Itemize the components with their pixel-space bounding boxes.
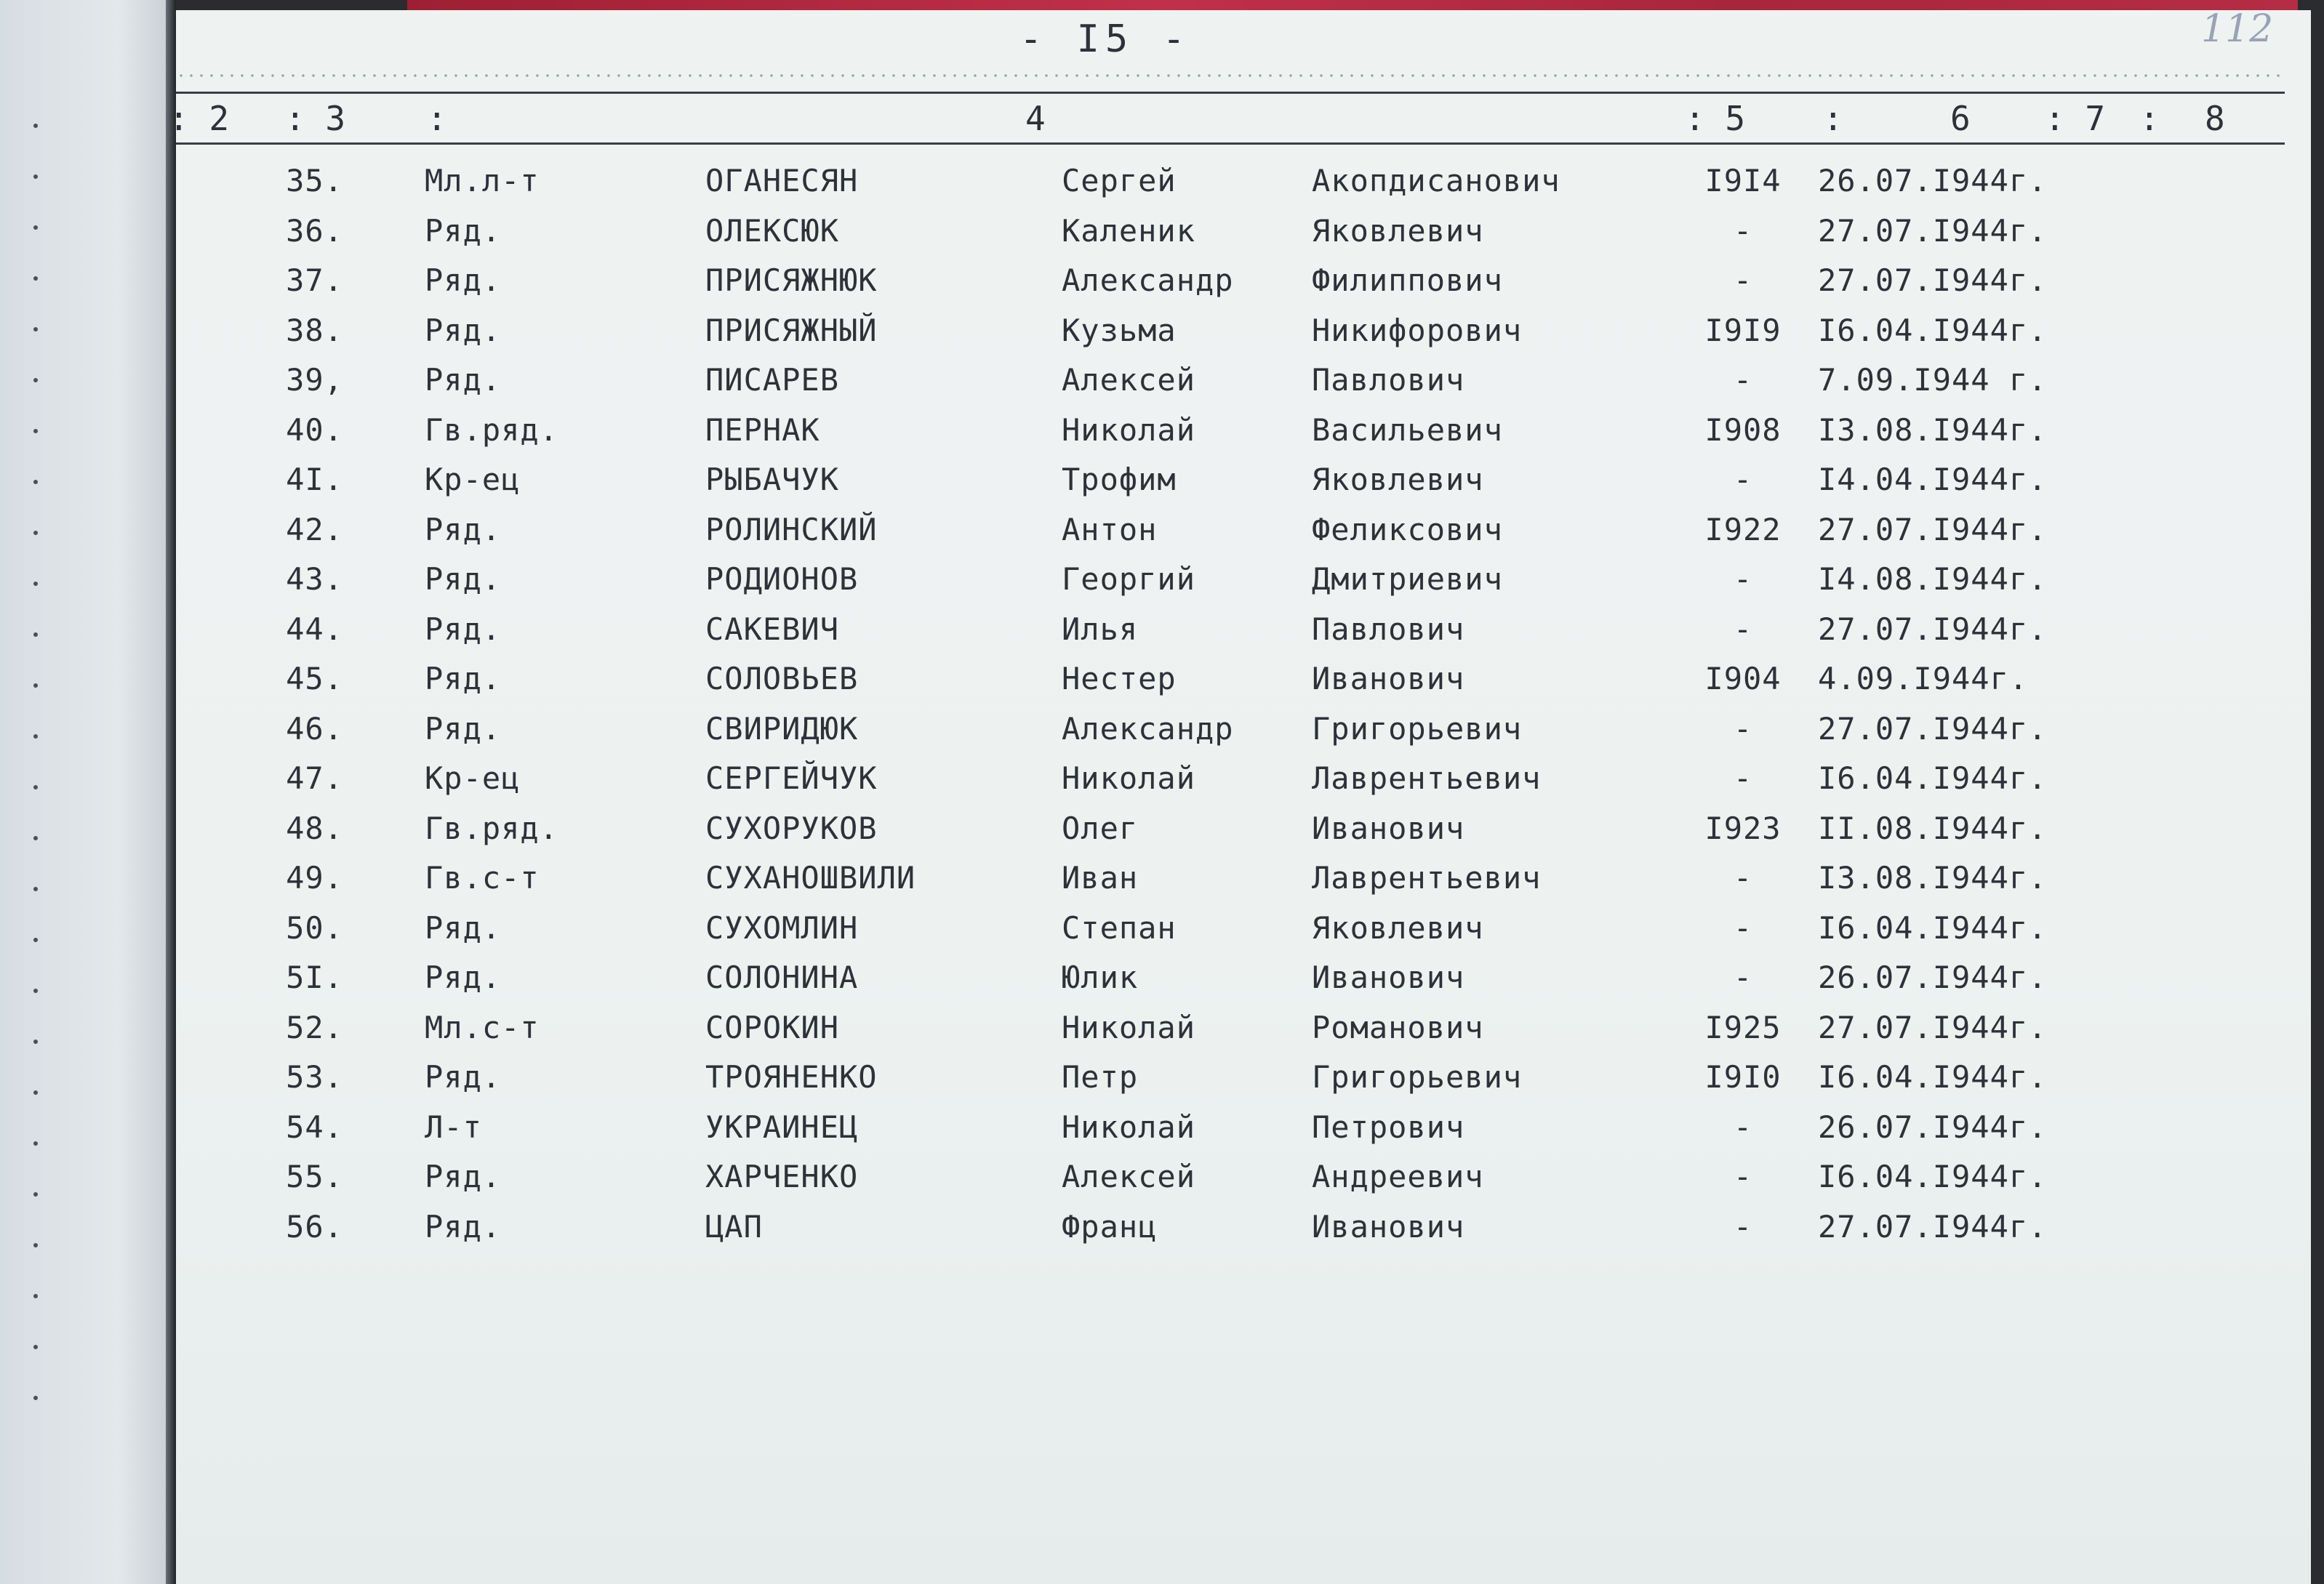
cell-name: Алексей	[1062, 1159, 1196, 1194]
cell-date: I3.08.I944г.	[1818, 411, 2048, 448]
cell-patronymic: Романович	[1312, 1009, 1484, 1045]
left-page-mark	[33, 734, 38, 739]
cell-surname: СУХОРУКОВ	[705, 810, 878, 846]
cell-rank: Ряд.	[425, 710, 502, 747]
cell-name: Антон	[1062, 511, 1158, 547]
cell-rank: Гв.с-т	[425, 860, 540, 896]
cell-rank: Ряд.	[425, 362, 502, 398]
cell-surname: РЫБАЧУК	[705, 462, 840, 497]
cell-name: Петр	[1062, 1059, 1139, 1095]
left-page-mark	[33, 1345, 38, 1349]
cell-rank: Гв.ряд.	[425, 810, 559, 846]
cell-date: II.08.I944г.	[1818, 810, 2048, 846]
cell-date: 26.07.I944г.	[1818, 163, 2048, 198]
cell-rank: Гв.ряд.	[425, 411, 559, 448]
column-head-sep: :	[2139, 99, 2160, 138]
register-page	[169, 7, 2311, 1584]
cell-no: 54.	[286, 1109, 343, 1145]
cell-date: 26.07.I944г.	[1818, 1109, 2048, 1145]
left-page-mark	[33, 1141, 38, 1146]
cell-surname: СУХАНОШВИЛИ	[705, 860, 916, 896]
left-page-mark	[33, 887, 38, 891]
cell-rank: Ряд.	[425, 262, 502, 298]
left-page-mark	[33, 785, 38, 789]
cell-rank: Ряд.	[425, 960, 502, 995]
cell-patronymic: Григорьевич	[1312, 710, 1523, 747]
left-page-mark	[33, 683, 38, 688]
cell-no: 38.	[286, 312, 343, 348]
cell-patronymic: Лаврентьевич	[1312, 760, 1542, 796]
cell-surname: СВИРИДЮК	[705, 710, 859, 747]
cell-year: I922	[1704, 511, 1782, 547]
cell-date: 27.07.I944г.	[1818, 511, 2048, 547]
cell-date: 7.09.I944 г.	[1818, 362, 2048, 398]
left-page-mark	[33, 225, 38, 230]
cell-patronymic: Яковлевич	[1312, 909, 1484, 946]
cell-patronymic: Павлович	[1312, 611, 1465, 647]
cell-date: 26.07.I944г.	[1818, 960, 2048, 995]
cell-surname: ПЕРНАК	[705, 411, 820, 448]
cell-year: I9I9	[1704, 312, 1782, 348]
left-page-mark	[33, 174, 38, 179]
cell-name: Юлик	[1062, 960, 1139, 995]
cell-rank: Кр-ец	[425, 760, 521, 796]
cell-year: -	[1733, 611, 1753, 647]
cell-name: Николай	[1062, 760, 1196, 796]
cell-name: Олег	[1062, 810, 1139, 846]
cell-date: 27.07.I944г.	[1818, 1208, 2048, 1245]
cell-patronymic: Никифорович	[1312, 312, 1523, 348]
left-page-mark	[33, 480, 38, 484]
left-page-mark	[33, 1243, 38, 1247]
cell-year: I908	[1704, 411, 1782, 448]
cell-year: -	[1733, 909, 1753, 946]
cell-rank: Ряд.	[425, 312, 502, 348]
cell-name: Франц	[1062, 1208, 1158, 1245]
column-head-6: 6	[1950, 99, 1971, 138]
cell-name: Георгий	[1062, 561, 1196, 597]
cell-rank: Мл.л-т	[425, 163, 540, 198]
cell-name: Сергей	[1062, 163, 1177, 198]
left-page-mark	[33, 429, 38, 433]
cell-date: 27.07.I944г.	[1818, 611, 2048, 647]
cell-year: -	[1733, 960, 1753, 995]
dotted-rule	[176, 72, 2285, 79]
cell-patronymic: Андреевич	[1312, 1159, 1484, 1194]
cell-rank: Ряд.	[425, 1059, 502, 1095]
cell-rank: Ряд.	[425, 212, 502, 249]
cell-date: 27.07.I944г.	[1818, 1009, 2048, 1045]
cell-year: -	[1733, 1208, 1753, 1245]
cell-date: I4.04.I944г.	[1818, 462, 2048, 497]
cell-surname: СЕРГЕЙЧУК	[705, 760, 878, 796]
left-page-mark	[33, 582, 38, 586]
cell-patronymic: Яковлевич	[1312, 462, 1484, 497]
left-page-mark	[33, 378, 38, 382]
cell-no: 43.	[286, 561, 343, 597]
left-page-mark	[33, 124, 38, 128]
cell-no: 5I.	[286, 960, 343, 995]
cell-no: 47.	[286, 760, 343, 796]
cell-patronymic: Григорьевич	[1312, 1059, 1523, 1095]
cell-patronymic: Иванович	[1312, 810, 1465, 846]
cell-surname: РОДИОНОВ	[705, 561, 859, 597]
left-page-mark	[33, 938, 38, 942]
left-page-mark	[33, 836, 38, 840]
cell-year: -	[1733, 1159, 1753, 1194]
cell-no: 56.	[286, 1208, 343, 1245]
cell-surname: ПРИСЯЖНЮК	[705, 262, 878, 298]
cell-name: Александр	[1062, 710, 1234, 747]
cell-year: -	[1733, 760, 1753, 796]
cell-patronymic: Иванович	[1312, 960, 1465, 995]
cell-year: -	[1733, 860, 1753, 896]
column-head-4: 4	[1025, 99, 1046, 138]
cell-surname: УКРАИНЕЦ	[705, 1109, 859, 1145]
cell-name: Александр	[1062, 262, 1234, 298]
cell-name: Степан	[1062, 909, 1177, 946]
cell-no: 53.	[286, 1059, 343, 1095]
cell-no: 55.	[286, 1159, 343, 1194]
cell-no: 42.	[286, 511, 343, 547]
cell-patronymic: Лаврентьевич	[1312, 860, 1542, 896]
cell-rank: Ряд.	[425, 909, 502, 946]
cell-no: 35.	[286, 163, 343, 198]
cell-year: -	[1733, 262, 1753, 298]
page-number: - I5 -	[1019, 17, 1191, 61]
column-head-3: : 3	[285, 99, 346, 138]
cell-no: 49.	[286, 860, 343, 896]
cell-surname: СОРОКИН	[705, 1009, 840, 1045]
cell-year: I9I0	[1704, 1059, 1782, 1095]
cell-rank: Ряд.	[425, 561, 502, 597]
column-head-2: : 2	[169, 99, 230, 138]
column-head-7: : 7	[2045, 99, 2106, 138]
cell-no: 39,	[286, 362, 343, 398]
cell-date: I6.04.I944г.	[1818, 760, 2048, 796]
cell-rank: Л-т	[425, 1109, 482, 1145]
header-top-rule	[176, 92, 2285, 94]
left-page-mark	[33, 989, 38, 993]
left-page-mark	[33, 1090, 38, 1095]
cell-no: 37.	[286, 262, 343, 298]
cell-date: I6.04.I944г.	[1818, 1159, 2048, 1194]
cell-name: Трофим	[1062, 462, 1177, 497]
cell-year: -	[1733, 710, 1753, 747]
cell-rank: Мл.с-т	[425, 1009, 540, 1045]
cell-year: -	[1733, 212, 1753, 249]
column-head-5: : 5	[1685, 99, 1746, 138]
cell-surname: САКЕВИЧ	[705, 611, 840, 647]
cell-patronymic: Петрович	[1312, 1109, 1465, 1145]
cell-date: I6.04.I944г.	[1818, 312, 2048, 348]
cell-surname: ТРОЯНЕНКО	[705, 1059, 878, 1095]
cell-rank: Ряд.	[425, 611, 502, 647]
cell-name: Каленик	[1062, 212, 1196, 249]
cell-year: I923	[1704, 810, 1782, 846]
cell-date: 27.07.I944г.	[1818, 212, 2048, 249]
cell-name: Нестер	[1062, 661, 1177, 696]
cell-surname: СОЛОНИНА	[705, 960, 859, 995]
cell-no: 46.	[286, 710, 343, 747]
cell-patronymic: Иванович	[1312, 1208, 1465, 1245]
cell-patronymic: Яковлевич	[1312, 212, 1484, 249]
cell-name: Николай	[1062, 1009, 1196, 1045]
cell-name: Илья	[1062, 611, 1139, 647]
cell-patronymic: Акопдисанович	[1312, 163, 1560, 198]
left-page-mark	[33, 276, 38, 281]
left-page-mark	[33, 632, 38, 637]
cell-name: Николай	[1062, 1109, 1196, 1145]
left-page-mark	[33, 1040, 38, 1044]
cell-no: 45.	[286, 661, 343, 696]
cell-date: I4.08.I944г.	[1818, 561, 2048, 597]
cell-no: 36.	[286, 212, 343, 249]
cell-date: I6.04.I944г.	[1818, 909, 2048, 946]
cell-patronymic: Иванович	[1312, 661, 1465, 696]
folio-number: 112	[2201, 7, 2274, 51]
cell-date: I6.04.I944г.	[1818, 1059, 2048, 1095]
cell-rank: Ряд.	[425, 1208, 502, 1245]
cell-no: 50.	[286, 909, 343, 946]
cell-surname: СОЛОВЬЕВ	[705, 661, 859, 696]
cell-year: I904	[1704, 661, 1782, 696]
column-head-8: 8	[2205, 99, 2225, 138]
left-page-mark	[33, 1294, 38, 1298]
cell-no: 40.	[286, 411, 343, 448]
cell-surname: СУХОМЛИН	[705, 909, 859, 946]
cell-patronymic: Павлович	[1312, 362, 1465, 398]
cell-name: Кузьма	[1062, 312, 1177, 348]
cell-year: -	[1733, 462, 1753, 497]
cell-patronymic: Васильевич	[1312, 411, 1503, 448]
cell-year: -	[1733, 1109, 1753, 1145]
cell-year: I9I4	[1704, 163, 1782, 198]
cell-patronymic: Дмитриевич	[1312, 561, 1503, 597]
cell-rank: Ряд.	[425, 661, 502, 696]
cell-surname: ЦАП	[705, 1208, 763, 1245]
left-facing-page	[0, 0, 169, 1584]
cell-name: Алексей	[1062, 362, 1196, 398]
cell-date: 4.09.I944г.	[1818, 661, 2029, 696]
cell-name: Николай	[1062, 411, 1196, 448]
cell-surname: РОЛИНСКИЙ	[705, 511, 878, 547]
cell-surname: ОГАНЕСЯН	[705, 163, 859, 198]
cell-date: 27.07.I944г.	[1818, 710, 2048, 747]
column-head-sep: :	[1823, 99, 1843, 138]
cell-year: -	[1733, 362, 1753, 398]
left-page-mark	[33, 531, 38, 535]
left-page-mark	[33, 327, 38, 331]
cell-surname: ПИСАРЕВ	[705, 362, 840, 398]
cell-no: 48.	[286, 810, 343, 846]
cell-surname: ПРИСЯЖНЫЙ	[705, 312, 878, 348]
left-page-mark	[33, 1192, 38, 1197]
cell-year: -	[1733, 561, 1753, 597]
cell-rank: Ряд.	[425, 511, 502, 547]
cell-no: 52.	[286, 1009, 343, 1045]
cell-date: 27.07.I944г.	[1818, 262, 2048, 298]
header-bottom-rule	[176, 142, 2285, 145]
cell-no: 44.	[286, 611, 343, 647]
cell-year: I925	[1704, 1009, 1782, 1045]
column-head-sep: :	[427, 99, 447, 138]
book-spine	[166, 0, 176, 1584]
cell-surname: ОЛЕКСЮК	[705, 212, 840, 249]
cell-rank: Ряд.	[425, 1159, 502, 1194]
left-page-mark	[33, 1396, 38, 1400]
cell-patronymic: Феликсович	[1312, 511, 1503, 547]
cell-surname: ХАРЧЕНКО	[705, 1159, 859, 1194]
cell-rank: Кр-ец	[425, 462, 521, 497]
cell-patronymic: Филиппович	[1312, 262, 1503, 298]
cell-date: I3.08.I944г.	[1818, 860, 2048, 896]
cell-no: 4I.	[286, 462, 343, 497]
cell-name: Иван	[1062, 860, 1139, 896]
